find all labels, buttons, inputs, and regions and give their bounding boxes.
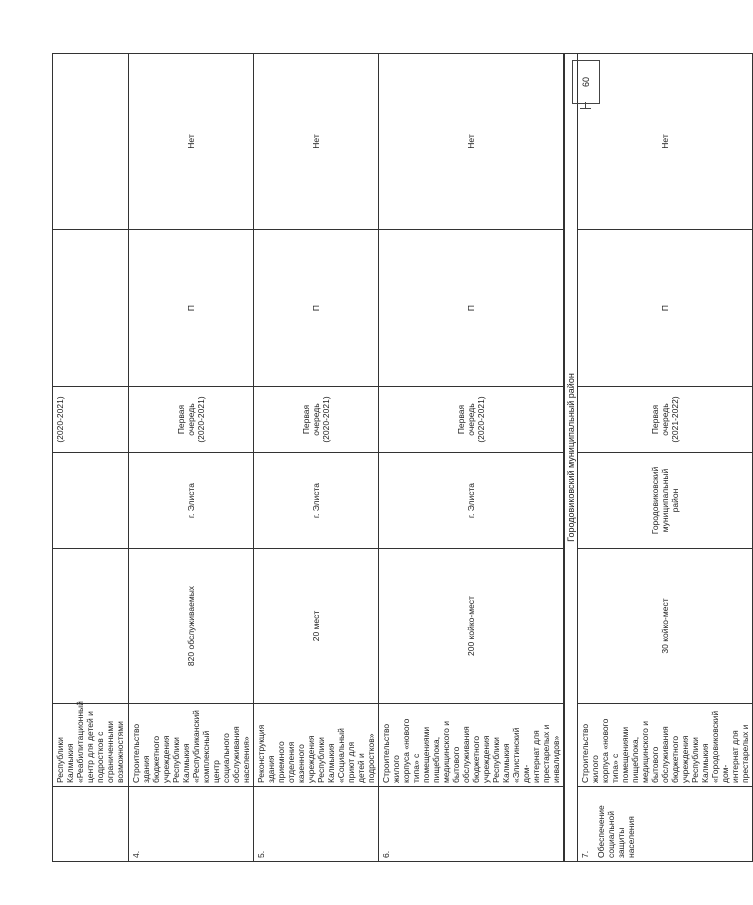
row-period: (2020-2021) bbox=[53, 387, 129, 453]
row-capacity: 820 обслуживаемых bbox=[129, 549, 254, 704]
row-type: П bbox=[129, 230, 254, 387]
row-period: Первая очередь (2020-2021) bbox=[254, 387, 379, 453]
page-number-tick-cross bbox=[580, 108, 591, 109]
row-number: 7. bbox=[580, 850, 590, 858]
row-note: Нет bbox=[129, 54, 254, 230]
row-no bbox=[379, 787, 565, 862]
row-no bbox=[129, 787, 254, 862]
row-type: П bbox=[578, 230, 753, 387]
table-row bbox=[578, 54, 753, 862]
section-title: Городовиковский муниципальный район bbox=[564, 54, 578, 862]
row-location: Городовиковский муниципальный район bbox=[578, 453, 753, 549]
row-number: 6. bbox=[381, 850, 391, 858]
page-number: 60 bbox=[581, 76, 591, 88]
row-location: г. Элиста bbox=[254, 453, 379, 549]
row-type bbox=[53, 230, 129, 387]
row-name: Реконструкция здания приемного отделения казенного учреждения Республики Калмыкия «Социальный приют для детей и подростков» bbox=[254, 704, 379, 787]
row-type: П bbox=[379, 230, 565, 387]
row-note: Нет bbox=[379, 54, 565, 230]
facilities-table bbox=[52, 53, 753, 862]
row-name: Строительство жилого корпуса «нового типа» с помещениями пищеблока, медицинского и бытового обслуживания бюджетного учреждения Республики Калмыкия «Элистинский дом- интернат для престарелых и инвалидов» bbox=[379, 704, 565, 787]
table-row bbox=[53, 54, 129, 862]
row-note: Нет bbox=[254, 54, 379, 230]
row-capacity: 20 мест bbox=[254, 549, 379, 704]
row-no bbox=[578, 787, 753, 862]
row-number: 4. bbox=[131, 850, 141, 858]
row-no bbox=[53, 787, 129, 862]
row-capacity: 200 койко-мест bbox=[379, 549, 565, 704]
row-period: Первая очередь (2020-2021) bbox=[379, 387, 565, 453]
row-name: Республики Калмыкия «Реабилитационный центр для детей и подростков с ограниченными возможностями bbox=[53, 704, 129, 787]
row-location: г. Элиста bbox=[129, 453, 254, 549]
row-number: 5. bbox=[256, 850, 266, 858]
row-capacity bbox=[53, 549, 129, 704]
row-name: Строительство жилого корпуса «нового типа» с помещениями пищеблока, медицинского и бытового обслуживания бюджетного учреждения Республики Калмыкия «Городовиковский дом- интернат для престарелых и bbox=[578, 704, 753, 787]
row-capacity: 30 койко-мест bbox=[578, 549, 753, 704]
row-no bbox=[254, 787, 379, 862]
row-name: Строительство здания бюджетного учреждения Республики Калмыкия «Республиканский комплексный центр социального обслуживания населения» bbox=[129, 704, 254, 787]
row-note: Нет bbox=[578, 54, 753, 230]
table-row bbox=[129, 54, 254, 862]
row-purpose: Обеспечение социальной защиты населения bbox=[596, 805, 636, 858]
row-period: Первая очередь (2021-2022) bbox=[578, 387, 753, 453]
row-note bbox=[53, 54, 129, 230]
row-period: Первая очередь (2020-2021) bbox=[129, 387, 254, 453]
section-header-row bbox=[564, 54, 578, 862]
page-number-box bbox=[572, 60, 600, 104]
table-row bbox=[254, 54, 379, 862]
row-location: г. Элиста bbox=[379, 453, 565, 549]
table-row bbox=[379, 54, 565, 862]
row-location bbox=[53, 453, 129, 549]
row-type: П bbox=[254, 230, 379, 387]
